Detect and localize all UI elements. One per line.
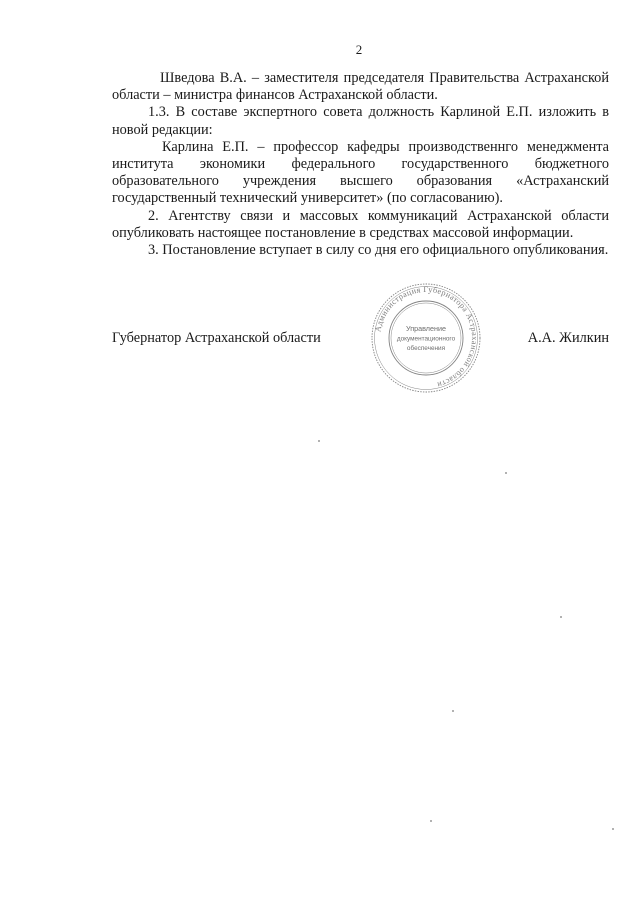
signatory-title: Губернатор Астраханской области bbox=[112, 330, 321, 346]
official-seal-stamp bbox=[360, 283, 492, 393]
scan-speck bbox=[430, 820, 432, 822]
paragraph-2: 2. Агентству связи и массовых коммуникаций Астраханской области опубликовать настоящее постановление в средствах массовой информации. bbox=[112, 207, 609, 241]
scan-speck bbox=[612, 828, 614, 830]
paragraph-1-3: 1.3. В составе экспертного совета должность Карлиной Е.П. изложить в новой редакции: bbox=[112, 104, 609, 138]
scan-speck bbox=[560, 616, 562, 618]
document-body bbox=[112, 70, 609, 259]
stamp-center-line2: документационного bbox=[396, 335, 456, 343]
scan-speck bbox=[318, 440, 320, 442]
stamp-center-line1: Управление bbox=[406, 324, 446, 333]
paragraph-karlina: Карлина Е.П. – профессор кафедры производственнго менеджмента института экономики федерального государственного бюджетного образовательного учреждения высшего образования «Астраханский государственный технический университет» (по согласованию). bbox=[112, 138, 609, 207]
stamp-center-line3: обеспечения bbox=[406, 345, 446, 352]
signatory-name: А.А. Жилкин bbox=[527, 330, 609, 346]
stamp-ring-text: Администрация Губернатора Астраханской области bbox=[373, 284, 480, 390]
scan-speck bbox=[505, 472, 507, 474]
paragraph-shvedova: Шведова В.А. – заместителя председателя Правительства Астраханской области – министра финансов Астраханской области. bbox=[112, 70, 609, 104]
page-number: 2 bbox=[355, 42, 363, 57]
scan-speck bbox=[452, 710, 454, 712]
paragraph-3: 3. Постановление вступает в силу со дня его официального опубликования. bbox=[148, 242, 609, 259]
